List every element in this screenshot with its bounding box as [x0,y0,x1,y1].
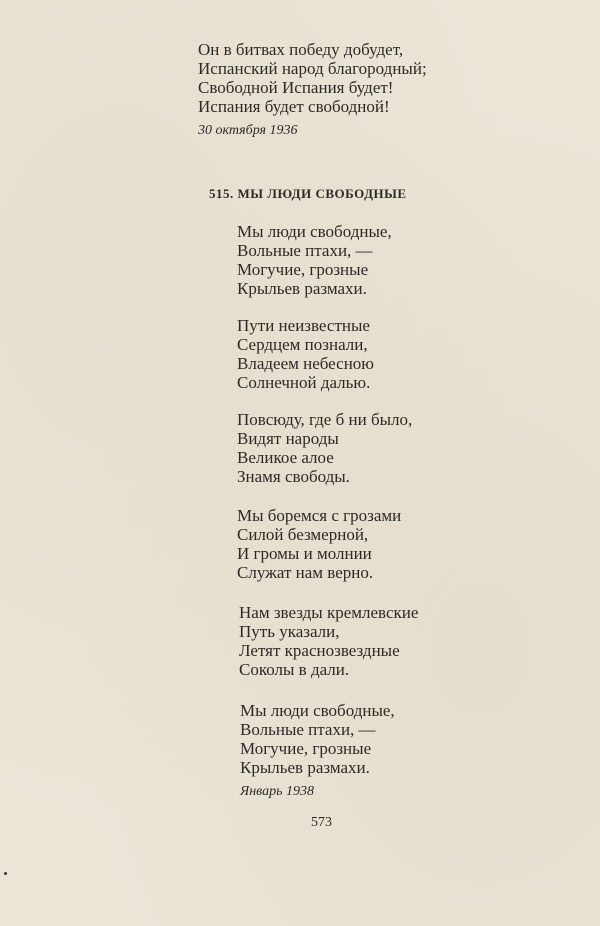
poem-line: Нам звезды кремлевские [239,603,419,622]
poem-line: Мы люди свободные, [237,222,392,241]
poem-line: Могучие, грозные [237,260,369,279]
poem-line: Силой безмерной, [237,525,369,544]
page-number: 573 [311,815,332,830]
poem-line: Солнечной далью. [237,373,371,392]
poem-line: Пути неизвестные [237,316,370,335]
poem-line: Свободной Испания будет! [198,78,394,97]
poem-line: Великое алое [237,448,334,467]
poem-line: Мы люди свободные, [240,701,395,720]
poem-line: Вольные птахи, — [237,241,373,260]
previous-poem-date: 30 октября 1936 [198,123,298,138]
poem-line: Соколы в дали. [239,660,350,679]
poem-date: Январь 1938 [240,784,314,799]
poem-line: Видят народы [237,429,339,448]
poem-line: Летят краснозвездные [239,641,400,660]
poem-line: Испания будет свободной! [198,97,390,116]
poem-line: Знамя свободы. [237,467,350,486]
poem-line: И громы и молнии [237,544,372,563]
poem-line: Крыльев размахи. [240,758,370,777]
stanza-2 [237,316,374,392]
poem-line: Могучие, грозные [240,739,372,758]
poem-line: Путь указали, [239,622,340,641]
stanza-4 [237,506,401,582]
ink-speck [4,872,7,875]
poem-line: Служат нам верно. [237,563,374,582]
poem-line: Мы боремся с грозами [237,506,402,525]
previous-poem-ending [198,40,427,116]
stanza-3 [237,410,412,486]
poem-line: Испанский народ благородный; [198,59,427,78]
poem-line: Вольные птахи, — [240,720,376,739]
poem-line: Владеем небесною [237,354,374,373]
stanza-5 [239,603,418,679]
poem-title: 515. МЫ ЛЮДИ СВОБОДНЫЕ [209,186,407,201]
poem-line: Повсюду, где б ни было, [237,410,413,429]
poem-line: Он в битвах победу добудет, [198,40,404,59]
poem-line: Крыльев размахи. [237,279,367,298]
poem-line: Сердцем познали, [237,335,368,354]
stanza-6 [240,701,395,777]
stanza-1 [237,222,392,298]
